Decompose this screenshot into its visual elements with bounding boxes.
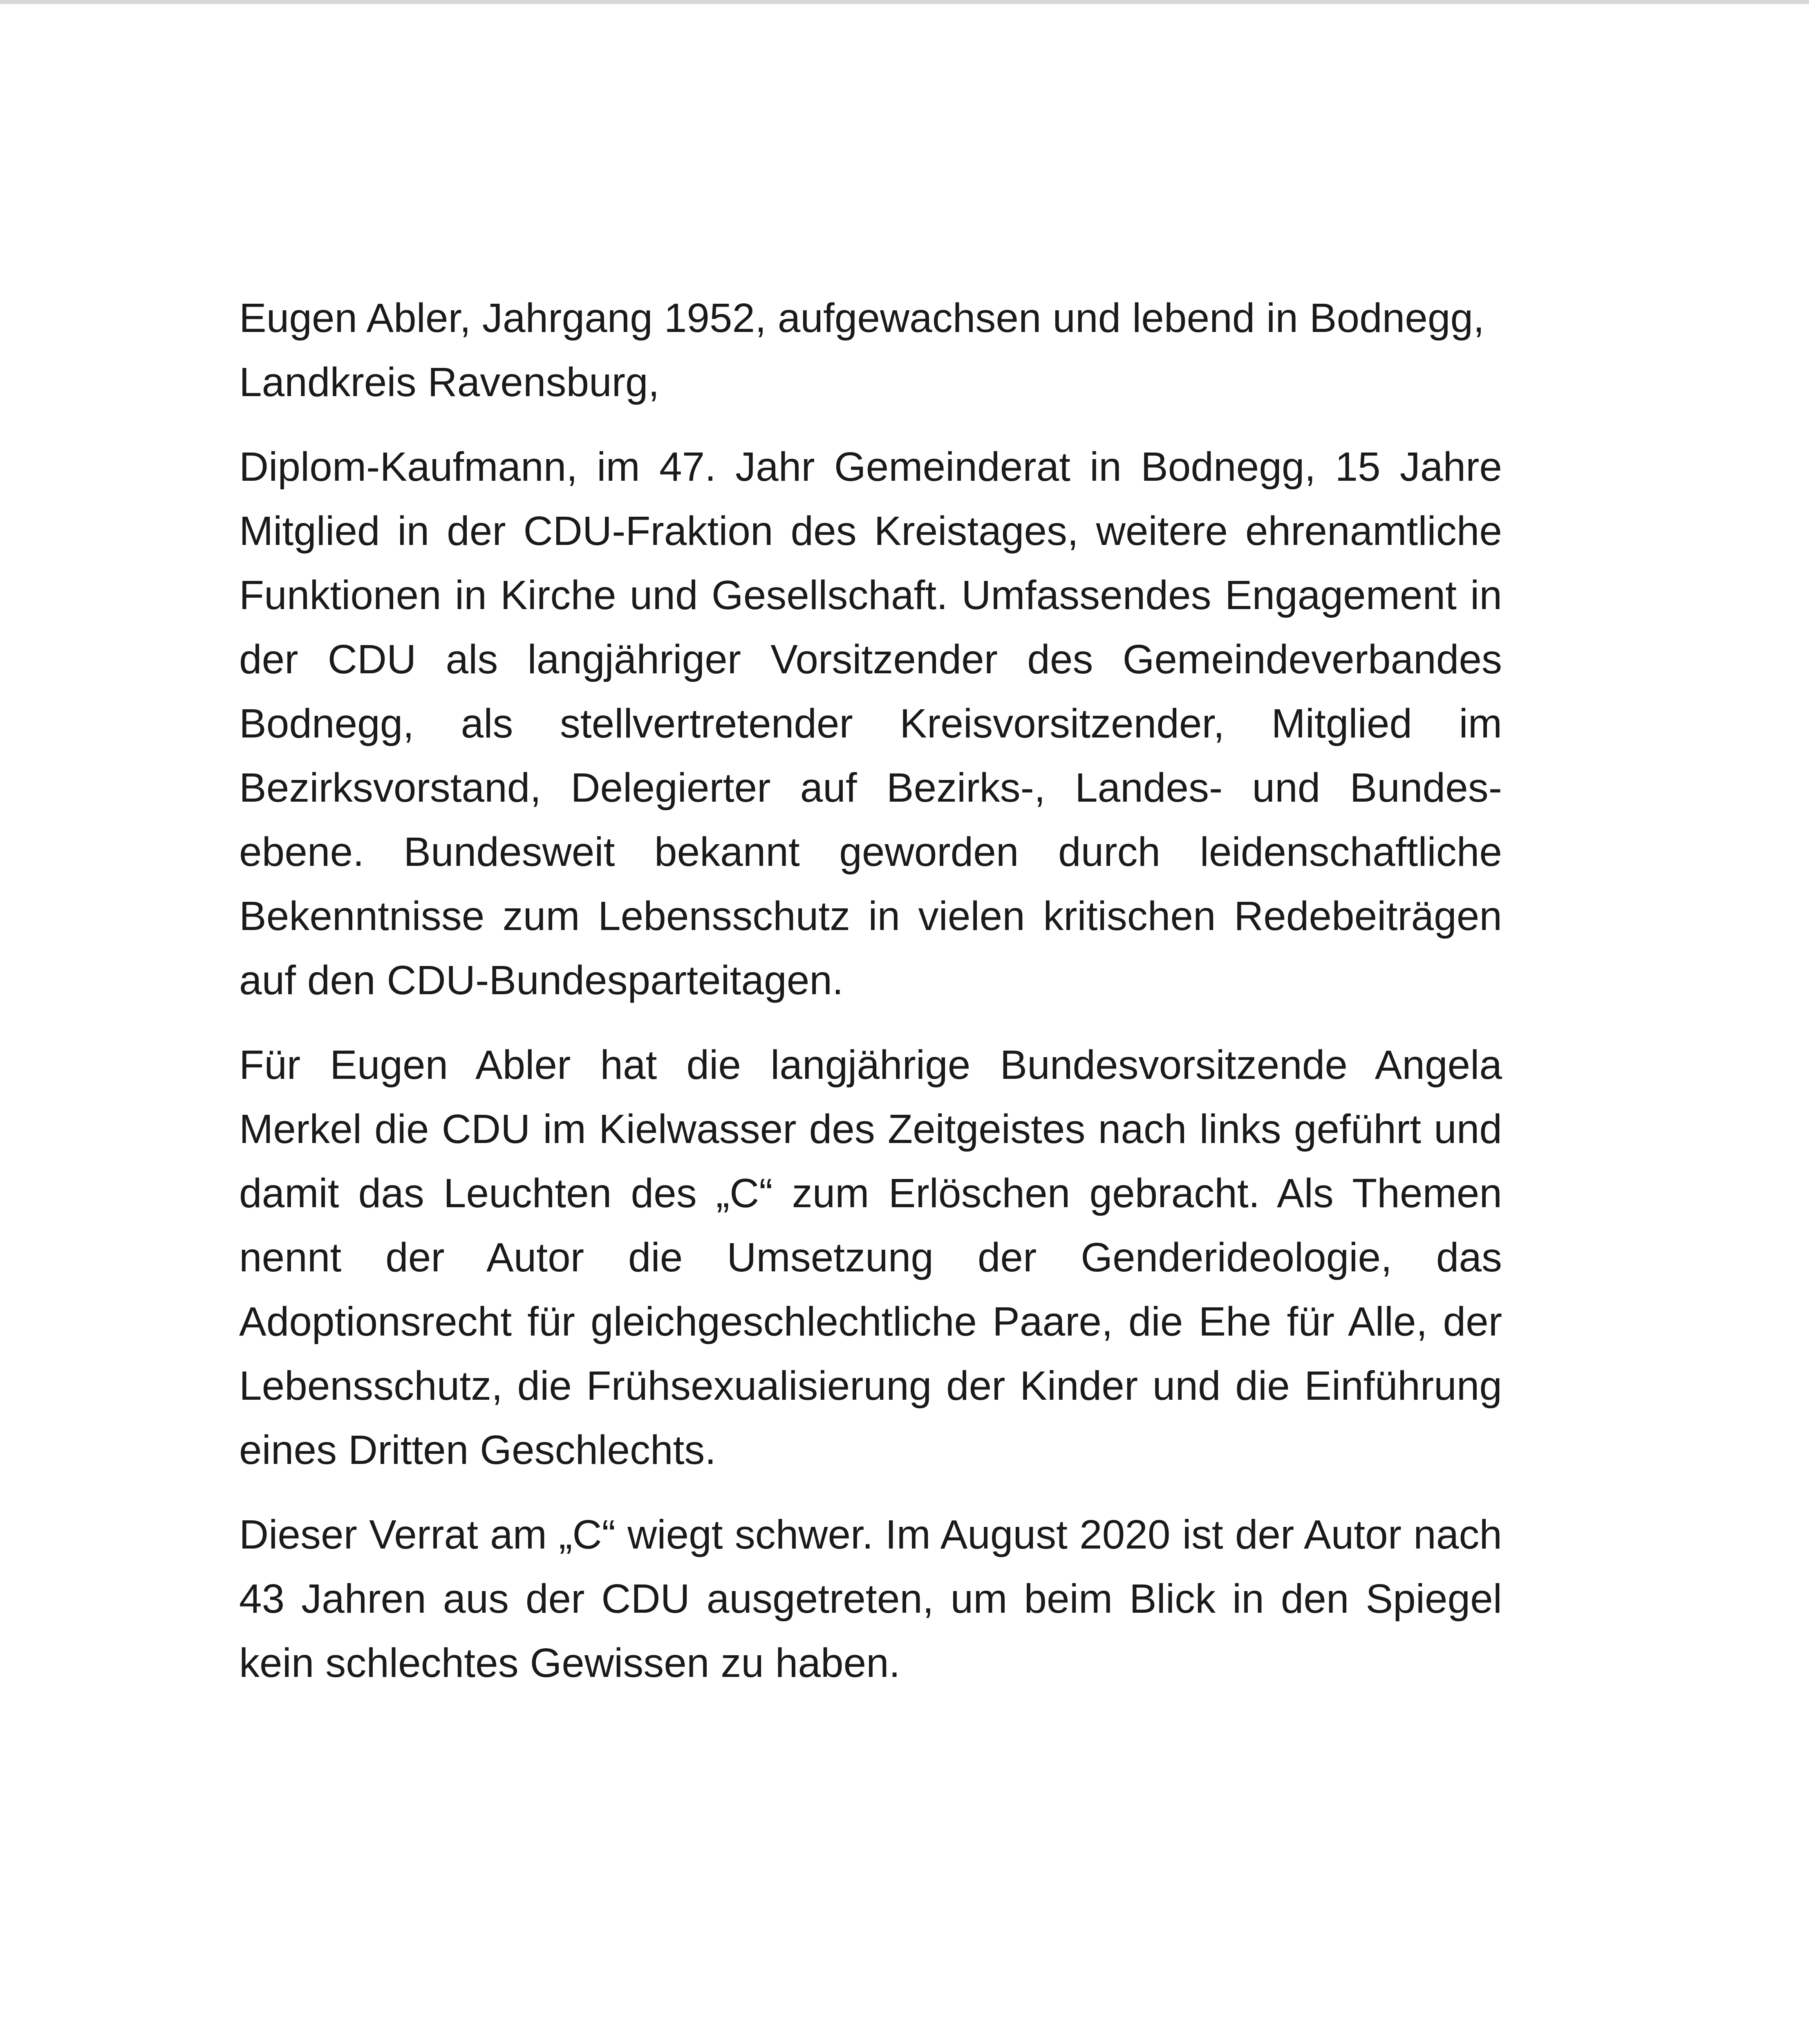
blurb-paragraph-author: Eugen Abler, Jahrgang 1952, aufgewachsen und lebend in Bodnegg, Landkreis Ravensburg, (239, 295, 1484, 405)
blurb-paragraph-exit: Dieser Verrat am „C“ wiegt schwer. Im August 2020 ist der Autor nach 43 Jahren aus der CDU ausgetreten, um beim Blick in den Spiegel kein schlechtes Gewissen zu haben. (239, 1512, 1502, 1686)
blurb-paragraph-career: Diplom-Kaufmann, im 47. Jahr Gemeinderat in Bodnegg, 15 Jahre Mitglied in der CDU-Fraktion des Kreistages, weitere ehrenamtliche Funktionen in Kirche und Gesellschaft. Umfassendes Engagement in der CDU als langjähriger Vorsitzender des Gemeindeverbandes Bodnegg, als stellvertretender Kreisvorsitzender, Mitglied im Bezirksvorstand, Delegierter auf Bezirks-, Landes- und Bundes-ebene. Bundesweit bekannt geworden durch leidenschaftliche Bekenntnisse zum Lebensschutz in vielen kritischen Redebeiträgen auf den CDU-Bundesparteitagen. (239, 444, 1502, 1003)
back-cover-blurb (239, 286, 1502, 1716)
top-edge-line (0, 0, 1809, 4)
blurb-paragraph-merkel: Für Eugen Abler hat die langjährige Bundesvorsitzende Angela Merkel die CDU im Kielwasser des Zeitgeistes nach links geführt und damit das Leuchten des „C“ zum Erlöschen gebracht. Als Themen nennt der Autor die Umsetzung der Genderideologie, das Adoptionsrecht für gleichgeschlechtliche Paare, die Ehe für Alle, der Lebensschutz, die Frühsexualisierung der Kinder und die Einführung eines Dritten Geschlechts. (239, 1042, 1502, 1473)
